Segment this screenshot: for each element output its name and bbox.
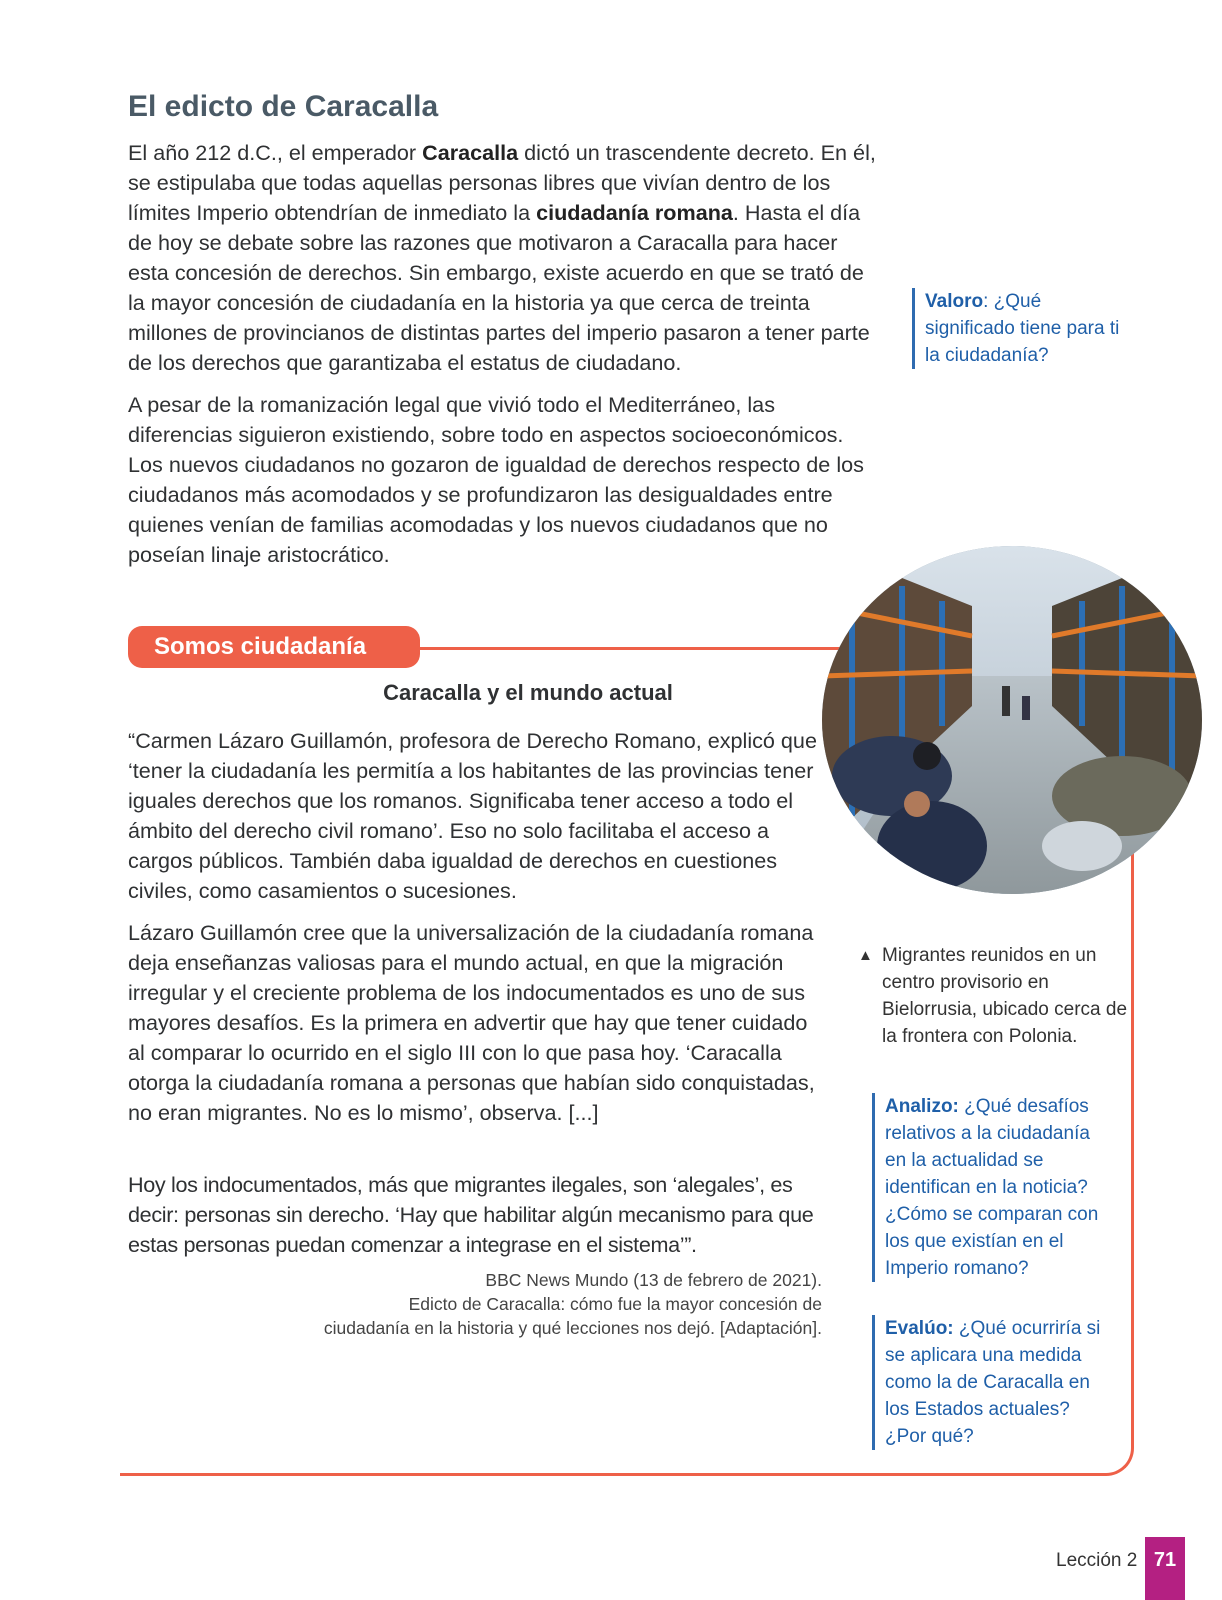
analizo-label: Analizo: <box>885 1096 959 1117</box>
page-number: 71 <box>1145 1537 1185 1600</box>
valoro-note <box>912 288 1130 369</box>
somos-ciudadania-tab: Somos ciudadanía <box>128 626 420 668</box>
text-run: dictó un trascendente decreto. En él, se estipulaba que todas aquellas personas libres que vivían dentro de los límites Imperio obtendrían de inmediato la <box>128 140 876 225</box>
second-paragraph: A pesar de la romanización legal que vivió todo el Mediterráneo, las diferencias siguieron existiendo, sobre todo en aspectos socioeconómicos. Los nuevos ciudadanos no gozaron de igualdad de derechos respecto de los ciudadanos más acomodados y se profundizaron las desigualdades entre quienes venían de familias acomodadas y los nuevos ciudadanos que no poseían linaje aristocrático. <box>128 392 864 567</box>
valoro-text: : ¿Qué significado tiene para ti la ciudadanía? <box>925 291 1120 366</box>
source-line: BBC News Mundo (13 de febrero de 2021). <box>485 1270 822 1290</box>
section-divider-line <box>410 647 850 650</box>
warehouse-illustration <box>822 546 1202 894</box>
bold-term-ciudadania: ciudadanía romana <box>536 200 733 225</box>
source-line: ciudadanía en la historia y qué lecciones nos dejó. [Adaptación]. <box>323 1318 822 1338</box>
quote-paragraph-1: “Carmen Lázaro Guillamón, profesora de Derecho Romano, explicó que ‘tener la ciudadanía les permitía a los habitantes de las provincias tener iguales derechos que los romanos. Significaba tener acceso a todo el ámbito del derecho civil romano’. Eso no solo facilitaba el acceso a cargos públicos. También daba igualdad de derechos en cuestiones civiles, como casamientos o sucesiones. <box>128 728 817 903</box>
triangle-up-icon: ▲ <box>858 947 873 964</box>
evaluo-label: Evalúo: <box>885 1318 954 1339</box>
lesson-label: Lección 2 <box>1056 1550 1138 1571</box>
valoro-label: Valoro <box>925 291 984 312</box>
text-run: El año 212 d.C., el emperador <box>128 140 423 165</box>
source-line: Edicto de Caracalla: cómo fue la mayor concesión de <box>408 1294 822 1314</box>
quote-paragraph-3: Hoy los indocumentados, más que migrantes ilegales, son ‘alegales’, es decir: personas sin derecho. ‘Hay que habilitar algún mecanismo para que estas personas puedan comenzar a integrase en el sistema’”. <box>128 1172 814 1257</box>
analizo-note <box>872 1093 1115 1282</box>
caption-text: Migrantes reunidos en un centro provisorio en Bielorrusia, ubicado cerca de la frontera con Polonia. <box>882 945 1128 1047</box>
quote-paragraph-2: Lázaro Guillamón cree que la universalización de la ciudadanía romana deja enseñanzas valiosas para el mundo actual, en que la migración irregular y el creciente problema de los indocumentados es uno de sus mayores desafíos. Es la primera en advertir que hay que tener cuidado al comparar lo ocurrido en el siglo III con lo que pasa hoy. ‘Caracalla otorga la ciudadanía romana a personas que habían sido conquistadas, no eran migrantes. No es lo mismo’, observa. [...] <box>128 920 815 1125</box>
bold-term-caracalla: Caracalla <box>422 140 519 165</box>
text-run: . Hasta el día de hoy se debate sobre las razones que motivaron a Caracalla para hacer esta concesión de derechos. Sin embargo, existe acuerdo en que se trató de la mayor concesión de ciudadanía en la historia ya que cerca de treinta millones de provincianos de distintas partes del imperio pasaron a tener parte de los derechos que garantizaba el estatus de ciudadano. <box>128 200 870 375</box>
evaluo-note <box>872 1315 1115 1450</box>
section-title: El edicto de Caracalla <box>128 90 439 123</box>
photo-caption <box>858 942 1128 1050</box>
analizo-text: ¿Qué desafíos relativos a la ciudadanía en la actualidad se identifican en la noticia? ¿Cómo se comparan con los que existían en el Imperio romano? <box>885 1096 1099 1279</box>
source-citation <box>222 1268 822 1340</box>
evaluo-text: ¿Qué ocurriría si se aplicara una medida como la de Caracalla en los Estados actuales? ¿Por qué? <box>885 1318 1101 1447</box>
intro-paragraph <box>128 138 880 378</box>
article-title: Caracalla y el mundo actual <box>383 680 673 705</box>
migrants-warehouse-photo <box>822 546 1202 894</box>
